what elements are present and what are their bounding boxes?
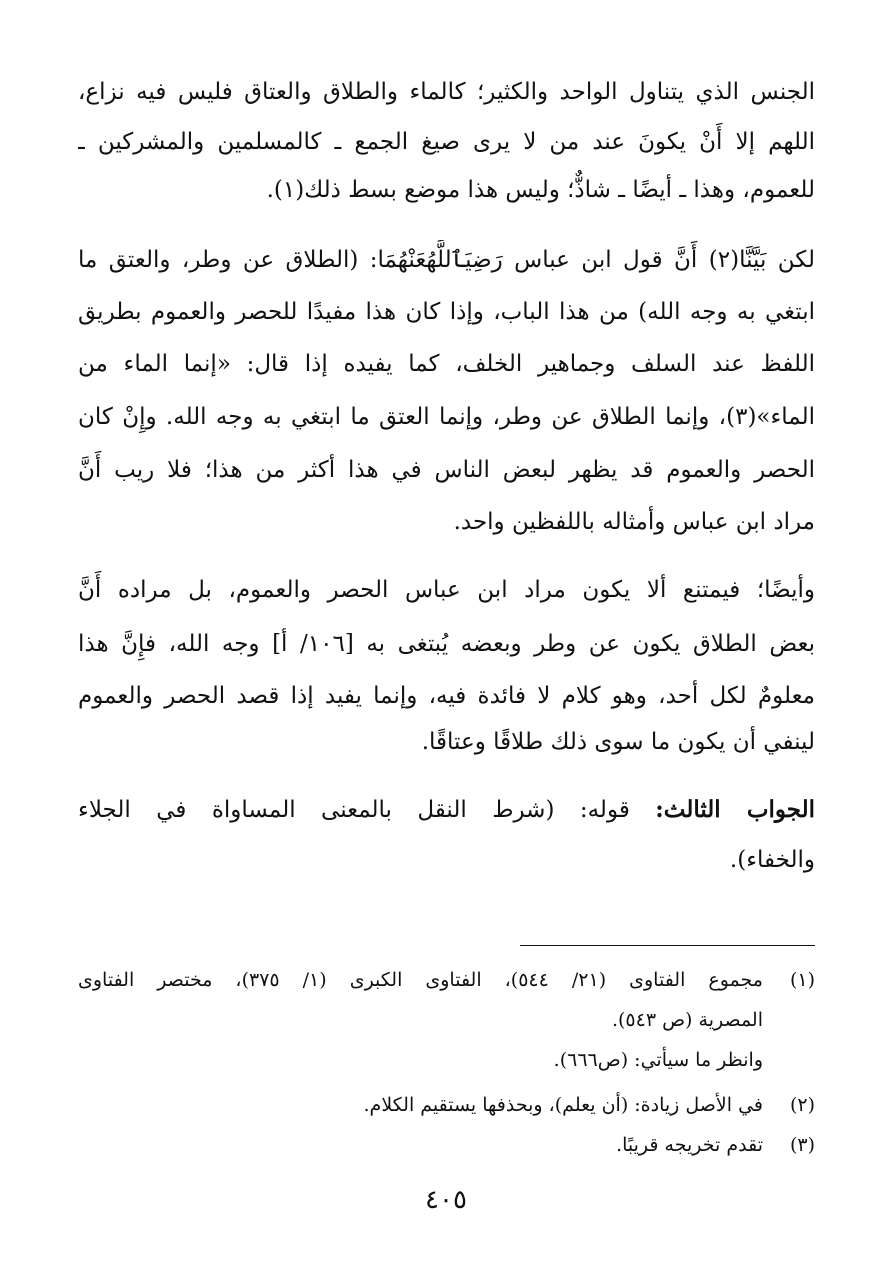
footnote-separator	[520, 945, 815, 946]
body-line: بعض الطلاق يكون عن وطر وبعضه يُبتغى به [١٠٦/ أ] وجه الله، فإِنَّ هذا	[78, 631, 815, 657]
body-line: للعموم، وهذا ـ أيضًا ـ شاذٌّ؛ وليس هذا موضع بسط ذلك(١).	[266, 177, 815, 203]
page-number: ٤٠٥	[425, 1185, 467, 1215]
body-line: الماء»(٣)، وإنما الطلاق عن وطر، وإنما العتق ما ابتغي به وجه الله. وإِنْ كان	[78, 404, 815, 430]
body-line: الحصر والعموم قد يظهر لبعض الناس في هذا أكثر من هذا؛ فلا ريب أَنَّ	[78, 457, 815, 483]
footnote-number: (٢)	[789, 1094, 815, 1116]
body-line: مراد ابن عباس وأمثاله باللفظين واحد.	[453, 509, 815, 535]
body-line: والخفاء).	[729, 847, 815, 873]
footnote-text: في الأصل زيادة: (أن يعلم)، وبحذفها يستقيم الكلام.	[363, 1094, 763, 1116]
body-line: اللفظ عند السلف وجماهير الخلف، كما يفيده إذا قال: «إنما الماء من	[78, 351, 815, 377]
body-line: ابتغي به وجه الله) من هذا الباب، وإذا كان هذا مفيدًا للحصر والعموم بطريق	[78, 299, 815, 325]
footnote	[0, 1090, 893, 1120]
footnote-text: المصرية (ص ٥٤٣).	[611, 1009, 763, 1031]
footnote	[0, 1005, 893, 1035]
body-line: وأيضًا؛ فيمتنع ألا يكون مراد ابن عباس الحصر والعموم، بل مراده أَنَّ	[78, 577, 815, 603]
body-line: لكن بَيَّنَّا(٢) أَنَّ قول ابن عباس رَضِيَٱللَّهُعَنْهُمَا: (الطلاق عن وطر، والعتق ما	[78, 247, 815, 273]
footnote-text: مجموع الفتاوى (٢١/ ٥٤٤)، الفتاوى الكبرى (١/ ٣٧٥)، مختصر الفتاوى	[78, 969, 763, 991]
body-line: لينفي أن يكون ما سوى ذلك طلاقًا وعتاقًا.	[421, 729, 815, 755]
footnote-number: (١)	[789, 969, 815, 991]
footnote-number: (٣)	[789, 1134, 815, 1156]
body-line: معلومٌ لكل أحد، وهو كلام لا فائدة فيه، وإنما يفيد إذا قصد الحصر والعموم	[78, 683, 815, 709]
body-line: اللهم إلا أَنْ يكونَ عند من لا يرى صيغ الجمع ـ كالمسلمين والمشركين ـ	[78, 129, 815, 155]
section-heading: الجواب الثالث:	[655, 796, 815, 823]
footnote	[0, 965, 893, 995]
body-line: الجنس الذي يتناول الواحد والكثير؛ كالماء والطلاق والعتاق فليس فيه نزاع،	[78, 79, 815, 105]
footnote-text: وانظر ما سيأتي: (ص٦٦٦).	[553, 1049, 763, 1071]
footnote	[0, 1130, 893, 1160]
body-line: الجواب الثالث: قوله: (شرط النقل بالمعنى المساواة في الجلاء	[78, 796, 815, 823]
footnote	[0, 1045, 893, 1075]
footnote-text: تقدم تخريجه قريبًا.	[616, 1134, 763, 1156]
